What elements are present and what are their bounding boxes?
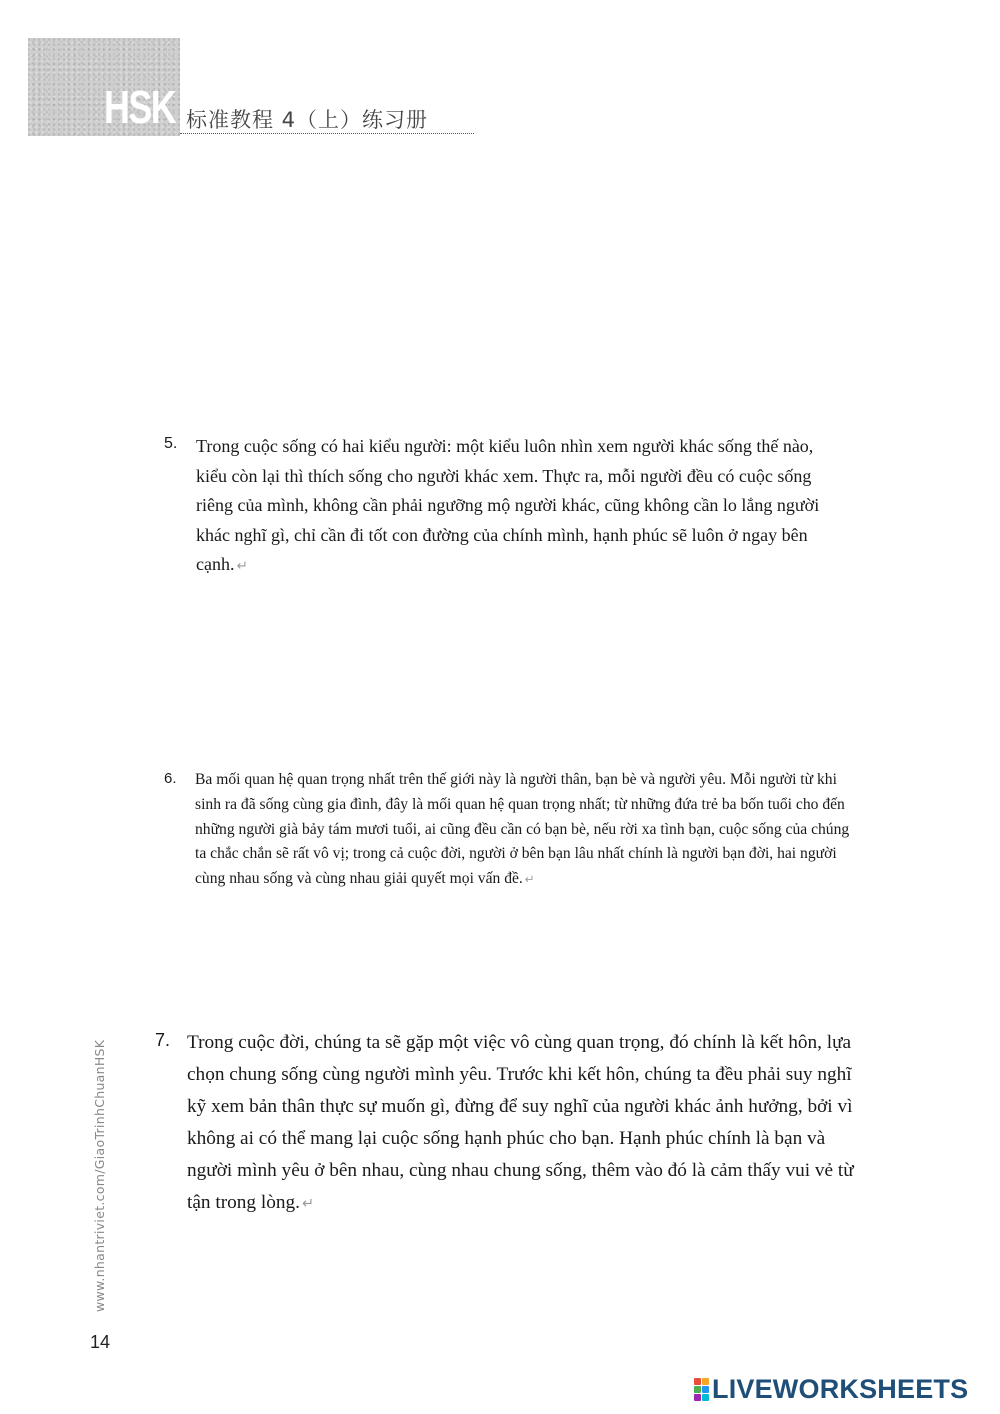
header-divider [180,133,474,134]
hsk-logo: HSK [104,81,176,133]
book-title: 标准教程 4（上）练习册 [186,108,429,132]
question-number: 6. [164,770,177,787]
logo-icon-square [694,1378,701,1385]
logo-icon-square [694,1394,701,1401]
return-icon: ↵ [236,558,248,575]
question-text [187,1027,865,1220]
question-number: 7. [155,1030,171,1050]
question-text [196,432,844,582]
question-text-body: Trong cuộc đời, chúng ta sẽ gặp một việc vô cùng quan trọng, đó chính là kết hôn, lựa chọn chung sống cùng người mình yêu. Trước khi kết hôn, chúng ta đều phải suy nghĩ kỹ xem bản thân thực sự muốn gì, đừng để suy nghĩ của người khác ảnh hưởng, bởi vì không ai có thể mang lại cuộc sống hạnh phúc cho bạn. Hạnh phúc chính là bạn và người mình yêu ở bên nhau, cùng nhau chung sống, thêm vào đó là cảm thấy vui vẻ từ tận trong lòng. [187,1032,854,1213]
page-number: 14 [90,1332,111,1352]
question-text-body: Trong cuộc sống có hai kiểu người: một kiểu luôn nhìn xem người khác sống thế nào, kiểu còn lại thì thích sống cho người khác xem. Thực ra, mỗi người đều có cuộc sống riêng của mình, không cần phải ngưỡng mộ người khác, cũng không cần lo lắng người khác nghĩ gì, chỉ cần đi tốt con đường của chính mình, hạnh phúc sẽ luôn ở ngay bên cạnh. [196,436,820,575]
question-5 [164,432,844,582]
liveworksheets-logo-icon [694,1378,709,1401]
logo-icon-square [702,1378,709,1385]
question-number: 5. [164,435,178,452]
logo-icon-square [702,1394,709,1401]
logo-icon-square [694,1386,701,1393]
question-7 [155,1027,865,1220]
question-text-body: Ba mối quan hệ quan trọng nhất trên thế giới này là người thân, bạn bè và người yêu. Mỗi người từ khi sinh ra đã sống cùng gia đình, đây là mối quan hệ quan trọng nhất; từ những đứa trẻ ba bốn tuổi cho đến những người già bảy tám mươi tuổi, ai cũng đều cần có bạn bè, nếu rời xa tình bạn, cuộc sống của chúng ta chắc chắn sẽ rất vô vị; trong cả cuộc đời, người ở bên bạn lâu nhất chính là người bạn đời, hai người cùng nhau sống và cùng nhau giải quyết mọi vấn đề. [195,771,850,888]
question-6 [164,768,864,892]
publisher-url: www.nhantriviet.com/GiaoTrinhChuanHSK [92,1039,107,1312]
liveworksheets-logo-text: LIVEWORKSHEETS [712,1374,969,1404]
return-icon: ↵ [524,872,535,887]
return-icon: ↵ [302,1196,315,1212]
liveworksheets-logo[interactable] [694,1376,968,1403]
question-text [195,768,864,892]
logo-icon-square [702,1386,709,1393]
